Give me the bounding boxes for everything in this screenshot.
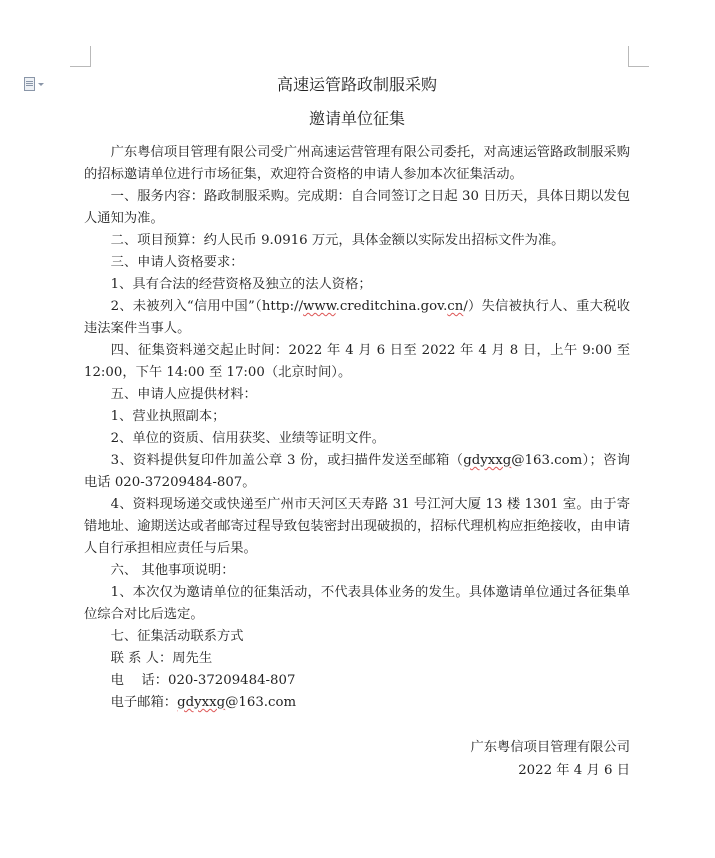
section-4: 四、征集资料递交起止时间：2022 年 4 月 6 日至 2022 年 4 月 8 日，上午 9:00 至 12:00，下午 14:00 至 17:00（北京时间）。 [84, 343, 630, 380]
chevron-down-icon [38, 83, 44, 86]
document-subtitle: 邀请单位征集 [308, 109, 405, 128]
section-5-heading: 五、申请人应提供材料： [110, 387, 257, 402]
document-nav-icon[interactable] [24, 76, 50, 92]
contact-person: 联 系 人：周先生 [110, 651, 213, 666]
contact-phone: 电 话：020-37209484-807 [110, 673, 296, 688]
section-2: 二、项目预算：约人民币 9.0916 万元，具体金额以实际发出招标文件为准。 [110, 233, 565, 248]
signature-block [84, 736, 630, 782]
document-title: 高速运管路政制服采购 [276, 75, 437, 94]
section-5-item-2: 2、单位的资质、信用获奖、业绩等证明文件。 [110, 431, 385, 446]
intro-paragraph: 广东粤信项目管理有限公司受广州高速运营管理有限公司委托，对高速运管路政制服采购的招标邀请单位进行市场征集，欢迎符合资格的申请人参加本次征集活动。 [84, 145, 630, 182]
page-icon [24, 77, 35, 91]
signature-date: 2022 年 4 月 6 日 [518, 763, 630, 778]
section-7-heading: 七、征集活动联系方式 [110, 629, 244, 644]
section-3-item-2: 2、未被列入“信用中国”（http://www.creditchina.gov.cn/）失信被执行人、重大税收违法案件当事人。 [84, 299, 631, 336]
section-3-heading: 三、申请人资格要求： [110, 255, 244, 270]
contact-email: 电子邮箱：gdyxxg@163.com [110, 695, 297, 710]
section-5-item-1: 1、营业执照副本； [110, 409, 226, 424]
section-3-item-1: 1、具有合法的经营资格及独立的法人资格； [110, 277, 372, 292]
section-5-item-3: 3、资料提供复印件加盖公章 3 份，或扫描件发送至邮箱（gdyxxg@163.com）；咨询电话 020-37209484-807。 [84, 453, 630, 490]
crop-mark-top-left [70, 46, 91, 67]
section-6-heading: 六、 其他事项说明： [110, 563, 235, 578]
section-6-item-1: 1、本次仅为邀请单位的征集活动，不代表具体业务的发生。具体邀请单位通过各征集单位综合对比后选定。 [84, 585, 630, 622]
signature-company: 广东粤信项目管理有限公司 [470, 740, 630, 755]
document-page [84, 70, 630, 782]
crop-mark-top-right [628, 46, 649, 67]
section-5-item-4: 4、资料现场递交或快递至广州市天河区天寿路 31 号江河大厦 13 楼 1301 室。由于寄错地址、逾期送达或者邮寄过程导致包装密封出现破损的，招标代理机构应拒绝接收，由申请人自行承担相应责任与后果。 [84, 497, 630, 556]
section-1: 一、服务内容：路政制服采购。完成期：自合同签订之日起 30 日历天，具体日期以发包人通知为准。 [84, 189, 630, 226]
